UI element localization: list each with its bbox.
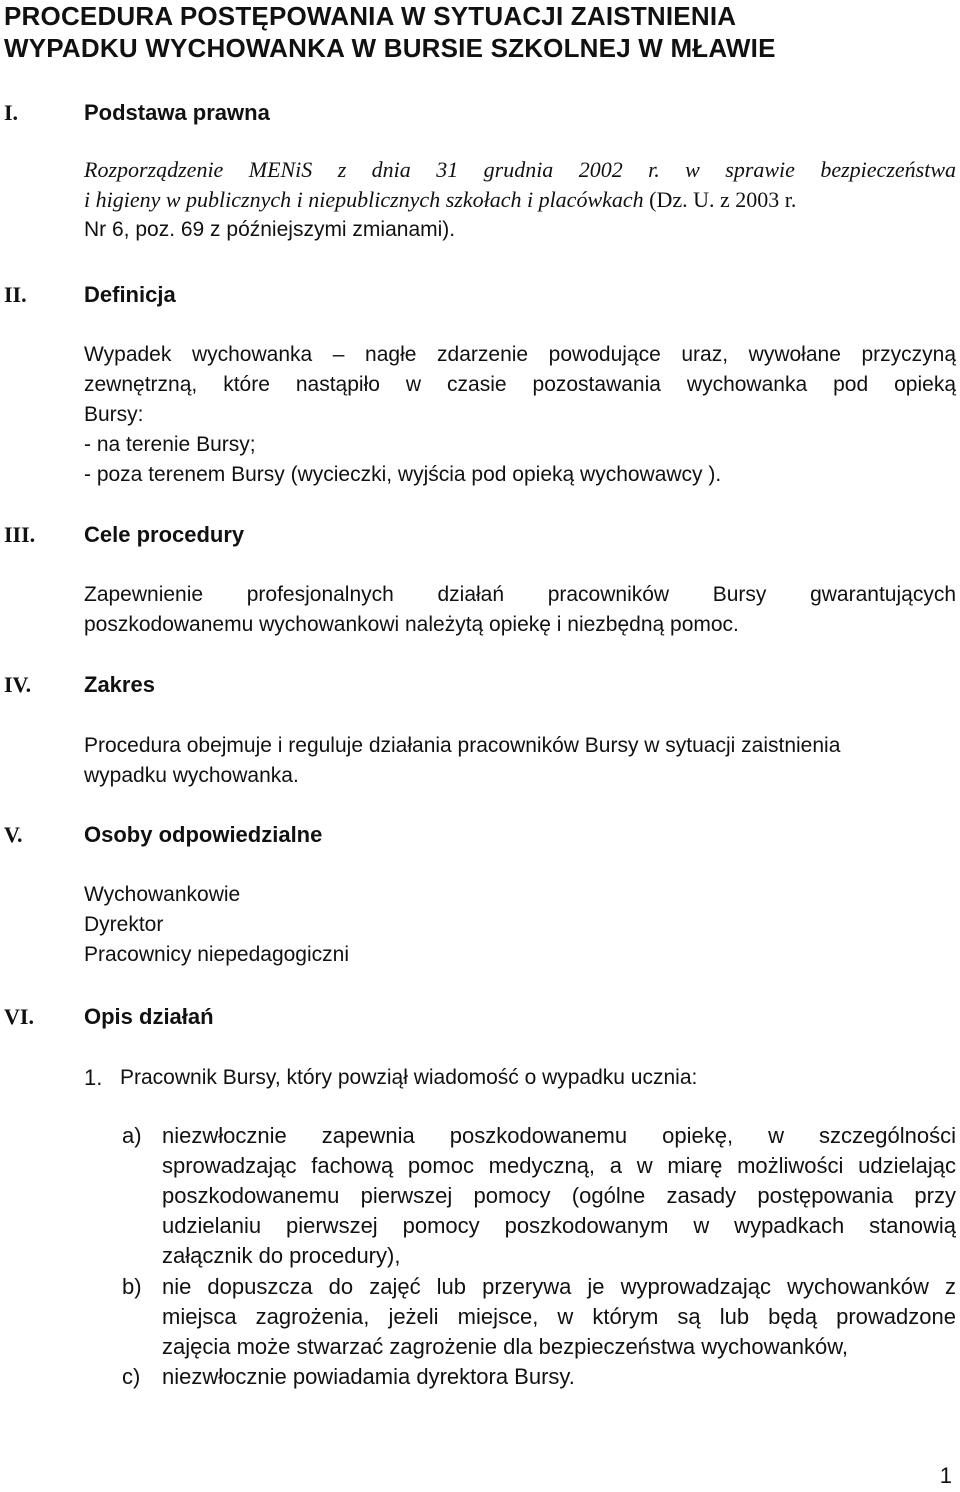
section-6-heading: Opis działań	[84, 1004, 214, 1029]
step-1-item-b	[122, 1272, 956, 1364]
section-5-body	[84, 880, 956, 970]
section-5-heading: Osoby odpowiedzialne	[84, 822, 323, 847]
legal-basis-line-1: Rozporządzenie MENiS z dnia 31 grudnia 2002 r. w sprawie bezpieczeństwa	[84, 157, 956, 182]
item-a-line-3: poszkodowanemu pierwszej pomocy (ogólne zasady postępowania przy	[162, 1183, 956, 1208]
section-5-number: V.	[4, 822, 23, 847]
section-3-body	[84, 580, 956, 640]
section-2-number: II.	[4, 282, 27, 307]
section-1-body	[84, 155, 956, 245]
responsible-item-1: Wychowankowie	[84, 883, 241, 906]
item-a-cont	[162, 1151, 956, 1271]
item-c-line-1: niezwłocznie powiadamia dyrektora Bursy.	[162, 1364, 575, 1389]
step-1-number: 1.	[84, 1065, 103, 1090]
item-b-line-1: nie dopuszcza do zajęć lub przerywa je wyprowadzając wychowanków z	[162, 1274, 956, 1299]
section-4-body	[84, 731, 956, 791]
item-b-text	[162, 1272, 956, 1362]
step-1-item-c	[122, 1362, 956, 1394]
legal-basis-line-3: Nr 6, poz. 69 z późniejszymi zmianami).	[84, 218, 456, 241]
item-a-line-5: załącznik do procedury),	[162, 1243, 401, 1268]
item-b-line-3: zajęcia może stwarzać zagrożenie dla bezpieczeństwa wychowanków,	[162, 1334, 849, 1359]
section-2-heading: Definicja	[84, 282, 176, 307]
definition-item-1: - na terenie Bursy;	[84, 433, 256, 456]
section-2-body	[84, 340, 956, 490]
responsible-item-2: Dyrektor	[84, 913, 164, 936]
goals-line-2: poszkodowanemu wychowankowi należytą opiekę i niezbędną pomoc.	[84, 613, 739, 636]
item-a-line-1: niezwłocznie zapewnia poszkodowanemu opiekę, w szczególności	[162, 1123, 956, 1148]
step-1-text: Pracownik Bursy, który powziął wiadomość o wypadku ucznia:	[120, 1066, 698, 1089]
section-4-number: IV.	[4, 672, 32, 697]
section-6-number: VI.	[4, 1004, 34, 1029]
scope-line-1: Procedura obejmuje i reguluje działania pracowników Bursy w sytuacji zaistnienia	[84, 734, 841, 757]
item-a-line-4: udzielaniu pierwszej pomocy poszkodowanym w wypadkach stanowią	[162, 1213, 956, 1238]
legal-basis-citation: (Dz. U. z 2003 r.	[643, 187, 797, 212]
item-b-label: b)	[122, 1274, 142, 1299]
title-line-2: WYPADKU WYCHOWANKA W BURSIE SZKOLNEJ W MŁAWIE	[4, 33, 776, 63]
item-a-line-2: sprowadzając fachową pomoc medyczną, a w miarę możliwości udzielając	[162, 1153, 956, 1178]
goals-line-1: Zapewnienie profesjonalnych działań pracowników Bursy gwarantujących	[84, 583, 956, 606]
section-3-number: III.	[4, 522, 36, 547]
section-1-heading: Podstawa prawna	[84, 100, 270, 125]
section-3-heading: Cele procedury	[84, 522, 245, 547]
item-a-label: a)	[122, 1123, 142, 1148]
scope-line-2: wypadku wychowanka.	[84, 764, 299, 787]
responsible-item-3: Pracownicy niepedagogiczni	[84, 943, 349, 966]
item-c-label: c)	[122, 1364, 141, 1389]
item-a-text	[162, 1121, 956, 1151]
page-number: 1	[939, 1463, 952, 1488]
step-1-item-a	[122, 1121, 956, 1273]
section-4-heading: Zakres	[84, 672, 155, 697]
section-1-number: I.	[4, 100, 19, 125]
item-b-line-2: miejsca zagrożenia, jeżeli miejsce, w którym są lub będą prowadzone	[162, 1304, 956, 1329]
definition-line-2: zewnętrzną, które nastąpiło w czasie pozostawania wychowanka pod opieką	[84, 373, 956, 396]
legal-basis-line-2: i higieny w publicznych i niepublicznych szkołach i placówkach	[84, 187, 644, 212]
document-title	[4, 0, 956, 64]
item-c-text	[162, 1362, 956, 1392]
definition-item-2: - poza terenem Bursy (wycieczki, wyjścia pod opieką wychowawcy ).	[84, 463, 722, 486]
definition-line-3: Bursy:	[84, 403, 144, 426]
definition-line-1: Wypadek wychowanka – nagłe zdarzenie powodujące uraz, wywołane przyczyną	[84, 343, 956, 366]
title-line-1: PROCEDURA POSTĘPOWANIA W SYTUACJI ZAISTNIENIA	[4, 1, 737, 31]
